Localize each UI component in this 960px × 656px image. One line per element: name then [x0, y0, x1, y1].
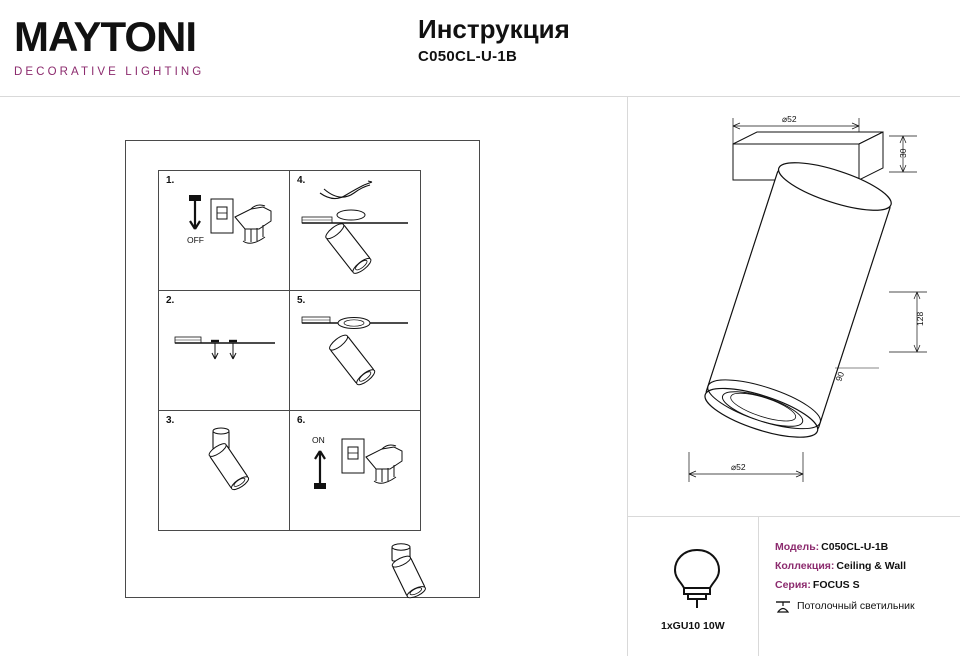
dim-top-diameter-label: ⌀52 — [782, 114, 797, 124]
bulb-icon — [667, 544, 727, 614]
page-title: Инструкция — [418, 14, 570, 44]
step-cell-3 — [158, 410, 290, 531]
spec-value-series: FOCUS S — [812, 579, 860, 591]
step-number: 3. — [166, 415, 175, 426]
spec-row-mount — [775, 597, 955, 616]
page-header — [0, 0, 960, 96]
step-number: 5. — [297, 295, 306, 306]
dimension-drawing — [627, 96, 960, 516]
step-4-illustration — [290, 171, 421, 291]
spec-key-series: Серия: — [775, 579, 811, 591]
spec-key-model: Модель: — [775, 541, 820, 553]
spec-value-collection: Ceiling & Wall — [836, 560, 907, 572]
step-number: 1. — [166, 175, 175, 186]
spec-list — [775, 538, 955, 616]
spec-row-model — [775, 538, 955, 557]
finished-product-illustration — [366, 531, 476, 601]
model-code: C050CL-U-1B — [418, 48, 518, 65]
bulb-spec-label: 1xGU10 10W — [661, 620, 725, 632]
svg-text:ON: ON — [312, 435, 325, 445]
step-3-illustration — [159, 411, 290, 531]
dim-base-height-label: 30 — [898, 148, 908, 158]
brand-tagline: DECORATIVE LIGHTING — [14, 66, 205, 78]
brand-name: MAYTONI — [14, 13, 197, 60]
step-1-illustration — [159, 171, 290, 291]
spec-value-mount: Потолочный светильник — [797, 600, 915, 612]
dim-bottom-diameter-label: ⌀52 — [731, 462, 746, 472]
step-number: 6. — [297, 415, 306, 426]
step-number: 2. — [166, 295, 175, 306]
step-cell-6 — [289, 410, 421, 531]
product-dimension-svg — [627, 96, 960, 516]
step-cell-1 — [158, 170, 290, 291]
step-cell-2 — [158, 290, 290, 411]
spec-key-collection: Коллекция: — [775, 560, 835, 572]
dim-body-inner-label: 90 — [833, 370, 847, 383]
steps-grid — [159, 171, 422, 531]
steps-frame — [125, 140, 480, 598]
step-6-illustration — [290, 411, 421, 531]
step-2-illustration — [159, 291, 290, 411]
spec-row-series — [775, 576, 955, 595]
brand-logo — [14, 14, 314, 78]
ceiling-mount-icon — [775, 600, 791, 614]
svg-text:OFF: OFF — [187, 235, 204, 245]
spec-row-collection — [775, 557, 955, 576]
dim-body-length-label: 128 — [915, 311, 925, 326]
step-number: 4. — [297, 175, 306, 186]
step-cell-5 — [289, 290, 421, 411]
step-cell-4 — [289, 170, 421, 291]
spec-value-model: C050CL-U-1B — [821, 541, 889, 553]
step-5-illustration — [290, 291, 421, 411]
